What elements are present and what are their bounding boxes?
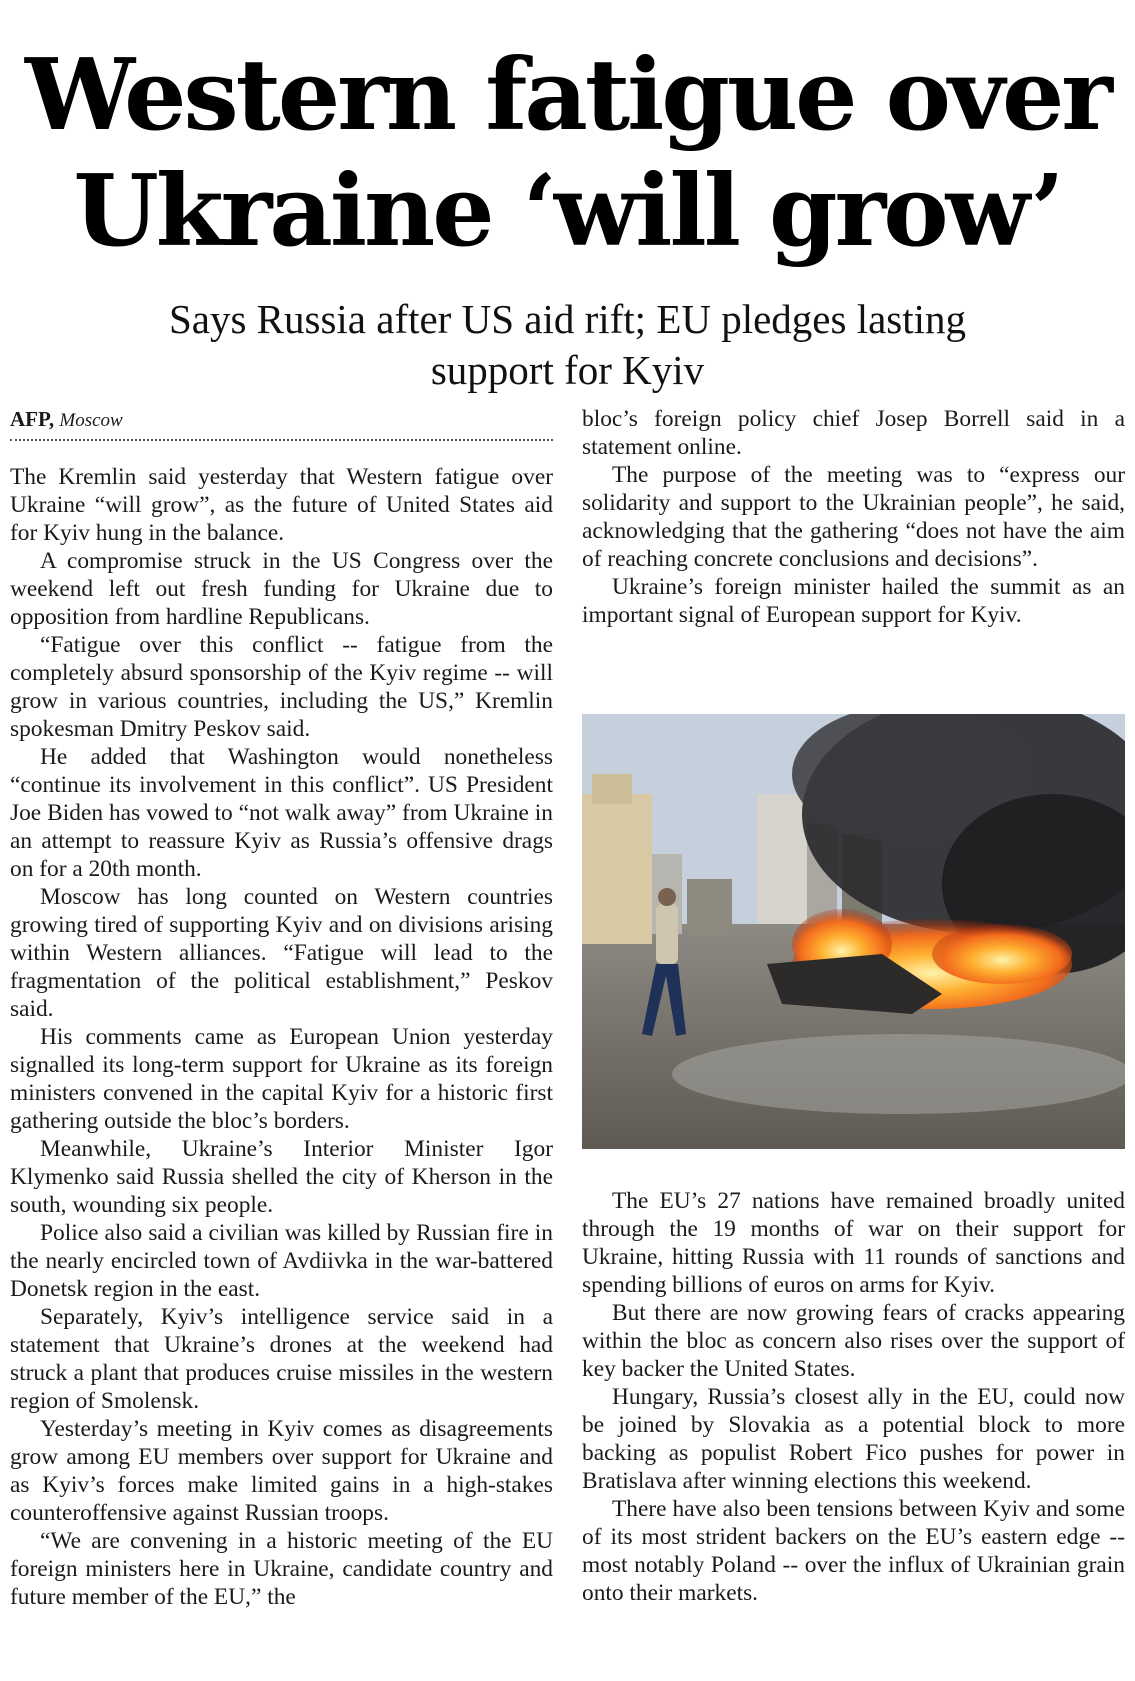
- headline-line-1: Western fatigue over: [25, 38, 1110, 153]
- body-paragraph: His comments came as European Union yesterday signalled its long-term support for Ukraine as its foreign ministers convened in the capital Kyiv for a historic first gathering outside the bloc’s borders.: [10, 1024, 553, 1134]
- right-column-bottom: [582, 1187, 1125, 1607]
- body-paragraph: Meanwhile, Ukraine’s Interior Minister Igor Klymenko said Russia shelled the city of Kherson in the south, wounding six people.: [10, 1136, 553, 1218]
- byline-dateline: Moscow: [59, 410, 123, 431]
- byline-agency: AFP,: [10, 407, 55, 431]
- body-paragraph: Yesterday’s meeting in Kyiv comes as disagreements grow among EU members over support for Ukraine and as Kyiv’s forces make limited gains in a high-stakes counteroffensive against Russian troops.: [10, 1416, 553, 1526]
- headline: [0, 38, 1135, 270]
- body-paragraph: Moscow has long counted on Western countries growing tired of supporting Kyiv and on divisions arising within Western alliances. “Fatigue will lead to the fragmentation of the political establishment,” Peskov said.: [10, 884, 553, 1022]
- body-paragraph: He added that Washington would nonetheless “continue its involvement in this conflict”. US President Joe Biden has vowed to “not walk away” from Ukraine in an attempt to reassure Kyiv as Russia’s offensive drags on for a 20th month.: [10, 744, 553, 882]
- body-paragraph: The purpose of the meeting was to “express our solidarity and support to the Ukrainian people”, he said, acknowledging that the gathering “does not have the aim of reaching concrete conclusions and decisions”.: [582, 462, 1125, 572]
- news-photo: [582, 714, 1125, 1149]
- byline: [10, 405, 553, 433]
- body-paragraph: Ukraine’s foreign minister hailed the summit as an important signal of European support for Kyiv.: [582, 574, 1125, 628]
- subhead-line-2: support for Kyiv: [430, 347, 705, 393]
- body-paragraph: The Kremlin said yesterday that Western fatigue over Ukraine “will grow”, as the future of United States aid for Kyiv hung in the balance.: [10, 464, 553, 546]
- body-paragraph: Separately, Kyiv’s intelligence service said in a statement that Ukraine’s drones at the weekend had struck a plant that produces cruise missiles in the western region of Smolensk.: [10, 1304, 553, 1414]
- body-paragraph: “We are convening in a historic meeting of the EU foreign ministers here in Ukraine, candidate country and future member of the EU,” the: [10, 1528, 553, 1610]
- body-paragraph: Police also said a civilian was killed by Russian fire in the nearly encircled town of Avdiivka in the war-battered Donetsk region in the east.: [10, 1220, 553, 1302]
- subheadline: [40, 294, 1095, 396]
- body-paragraph: The EU’s 27 nations have remained broadly united through the 19 months of war on their support for Ukraine, hitting Russia with 11 rounds of sanctions and spending billions of euros on arms for Kyiv.: [582, 1188, 1125, 1298]
- subhead-line-1: Says Russia after US aid rift; EU pledges lasting: [168, 296, 967, 342]
- left-column: [10, 405, 553, 1611]
- body-paragraph: “Fatigue over this conflict -- fatigue from the completely absurd sponsorship of the Kyiv regime -- will grow in various countries, including the US,” Kremlin spokesman Dmitry Peskov said.: [10, 632, 553, 742]
- street-fire-photo: [582, 714, 1125, 1149]
- body-paragraph: bloc’s foreign policy chief Josep Borrell said in a statement online.: [582, 406, 1125, 460]
- body-paragraph: A compromise struck in the US Congress over the weekend left out fresh funding for Ukraine due to opposition from hardline Republicans.: [10, 548, 553, 630]
- body-paragraph: Hungary, Russia’s closest ally in the EU, could now be joined by Slovakia as a potential block to more backing as populist Robert Fico pushes for power in Bratislava after winning elections this weekend.: [582, 1384, 1125, 1494]
- body-paragraph: There have also been tensions between Kyiv and some of its most strident backers on the EU’s eastern edge -- most notably Poland -- over the influx of Ukrainian grain onto their markets.: [582, 1496, 1125, 1606]
- headline-line-2: Ukraine ‘will grow’: [73, 154, 1062, 269]
- byline-divider: [10, 439, 553, 441]
- right-column-top: [582, 405, 1125, 629]
- body-paragraph: But there are now growing fears of cracks appearing within the bloc as concern also rises over the support of key backer the United States.: [582, 1300, 1125, 1382]
